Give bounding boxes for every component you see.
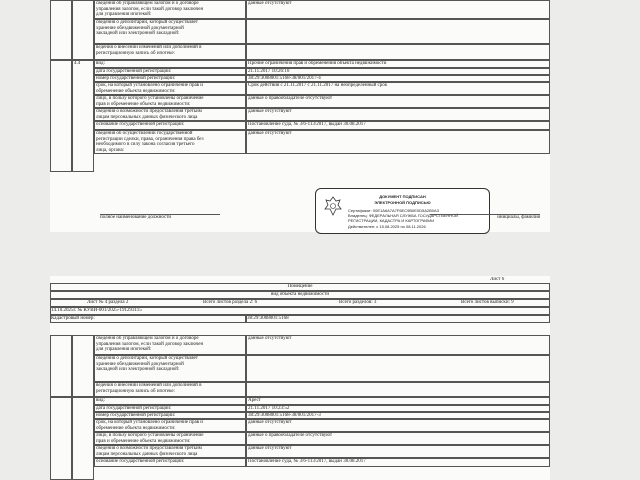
field-value: Постановление суда, № 3/6-113/2017, выдан 30.08.2017 [246, 458, 550, 467]
document-page-2 [50, 276, 550, 480]
field-value: данные о правообладателе отсутствуют [246, 432, 550, 445]
field-label: основание государственной регистрации: [94, 458, 246, 467]
value-cell [246, 355, 550, 382]
value-cell: данные отсутствуют [246, 0, 550, 19]
label-cell: сведения о депозитарии, который осуществляет хранение обездвиженной документарной закладной или электронной закладной: [94, 355, 246, 382]
extract-date-number: 14.10.2025г. № КУВИ-001/2025-191293115 [50, 307, 550, 315]
field-label: сведения о возможности предоставления третьим лицам персональных данных физического лица [94, 445, 246, 458]
section-number-cell [50, 397, 72, 480]
field-label: дата государственной регистрации: [94, 405, 246, 412]
field-value: данные отсутствуют [246, 445, 550, 458]
sheet-number: Лист 6 [490, 277, 505, 282]
field-label: срок, на который установлено ограничение прав и обременение объекта недвижимости: [94, 82, 246, 95]
kind-value-cell: Арест [246, 397, 550, 405]
value-cell [246, 19, 550, 44]
cadastral-label: Кадастровый номер: [50, 315, 246, 323]
field-value: Срок действия с 21.11.2017 с 21.11.2017 на неопределенный срок [246, 82, 550, 95]
field-value: 38:29:3008001:5168-38/001/2017-4 [246, 75, 550, 82]
label-cell: сведения о депозитарии, который осуществляет хранение обездвиженной документарной закладной или электронной закладной: [94, 19, 246, 44]
left-column-cell [50, 0, 72, 60]
field-value: 38:29:3008001:5168-38/001/2017-3 [246, 412, 550, 419]
value-cell [246, 382, 550, 397]
field-label: лицо, в пользу которого установлены ограничение прав и обременение объекта недвижимости: [94, 432, 246, 445]
signature-name-line: инициалы, фамилия [430, 214, 540, 220]
section-number-cell [50, 60, 72, 172]
field-label: сведения об осуществлении государственной регистрации сделки, права, ограничения права без необходимого в силу закона согласия третьего лица, органа: [94, 130, 246, 154]
sheet-info-row: Лист № 4 раздела 2 Всего листов раздела 2: 6 Всего разделов: 3 Всего листов выписки: 9 [50, 299, 550, 307]
label-cell: сведения об управляющем залогом и о договоре управления залогом, если такой договор заключен для управления ипотекой: [94, 335, 246, 355]
left-column-cell [50, 335, 72, 397]
signature-position-line: полное наименование должности [100, 214, 220, 220]
field-value: 21.11.2017 10:26:10 [246, 68, 550, 75]
field-label: лицо, в пользу которого установлены ограничение прав и обременение объекта недвижимости: [94, 95, 246, 108]
object-title: Помещение [50, 283, 550, 291]
field-label: основание государственной регистрации: [94, 121, 246, 130]
field-value: данные отсутствуют [246, 419, 550, 432]
value-cell: данные отсутствуют [246, 335, 550, 355]
field-label: дата государственной регистрации: [94, 68, 246, 75]
kind-label-cell: вид: [94, 397, 246, 405]
kind-value-cell: Прочие ограничения прав и обременения объекта недвижимости [246, 60, 550, 68]
cadastral-value: 38:29:3008001:5168 [246, 315, 550, 323]
field-label: срок, на который установлено ограничение прав и обременение объекта недвижимости: [94, 419, 246, 432]
label-cell: сведения об управляющем залогом и о договоре управления залогом, если такой договор заключен для управления ипотекой: [94, 0, 246, 19]
field-value: Постановление суда, № 3/6-113/2017, выдан 30.08.2017 [246, 121, 550, 130]
field-label: сведения о возможности предоставления третьим лицам персональных данных физического лица [94, 108, 246, 121]
label-cell: ведения о внесении изменений или дополнений в регистрационную запись об ипотеке: [94, 44, 246, 60]
field-label: номер государственной регистрации: [94, 75, 246, 82]
section-number-cell: 4.4 [72, 60, 94, 172]
field-value: данные отсутствуют [246, 130, 550, 154]
field-value: данные отсутствуют [246, 108, 550, 121]
field-label: номер государственной регистрации: [94, 412, 246, 419]
left-column-cell [72, 335, 94, 397]
value-cell [246, 44, 550, 60]
object-kind: вид объекта недвижимости [50, 291, 550, 299]
section-number-cell [72, 397, 94, 480]
electronic-signature-stamp: ДОКУМЕНТ ПОДПИСАН ЭЛЕКТРОННОЙ ПОДПИСЬЮ Сертификат: 00E1A6A7A7F6EC9B0E0D5A2B0A3 Владелец: ФЕДЕРАЛЬНАЯ СЛУЖБА ГОСУДАРСТВЕННОЙ РЕГИСТРАЦИИ, КАДАСТРА И КАРТОГРАФИИ Действителен: с 15.08.2025 по 08.11.2026 [315, 188, 490, 234]
label-cell: ведения о внесении изменений или дополнений в регистрационную запись об ипотеке: [94, 382, 246, 397]
field-value: 21.11.2017 10:23:52 [246, 405, 550, 412]
kind-label-cell: вид: [94, 60, 246, 68]
document-page-1 [50, 0, 550, 232]
left-column-cell [72, 0, 94, 60]
field-value: данные о правообладателе отсутствуют [246, 95, 550, 108]
